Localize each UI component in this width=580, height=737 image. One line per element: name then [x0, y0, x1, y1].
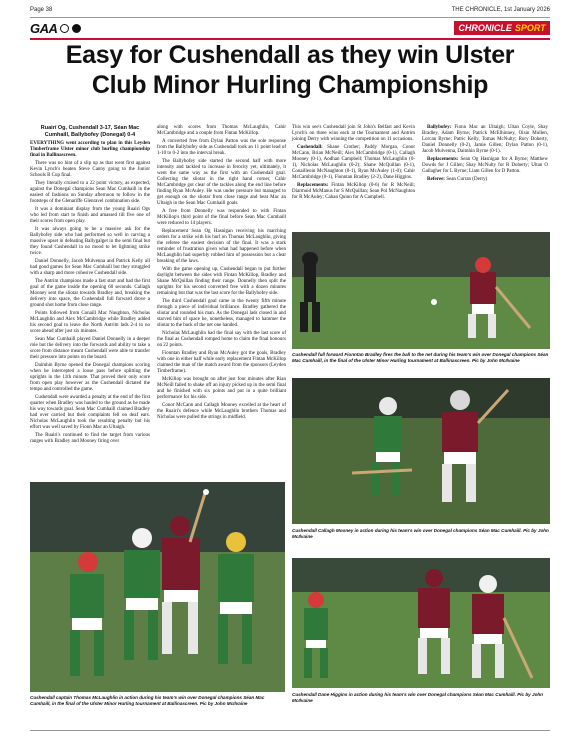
article-column-4 [422, 125, 548, 185]
article-paragraph: Points followed from Conaill Mac Naughton, Nicholas McLaughlin and Alex McCambridge while Bradley added his second goal to leave the North Antrim lads 2-4 to no score ahead after just six minutes. [30, 311, 150, 334]
article-paragraph: The third Cushendall goal came in the twenty fifth minute through a piece of individual brilliance. Bradley gathered the sliotar and rounded his man. As the Donegal lads closed in and starved him of space he, nonetheless, managed to hammer the sliotar to the back of the net one handed. [157, 299, 286, 328]
article-paragraph: Nicholas McLaughlin had the final say with the last score of the final as Cushendall romped home to claim the final honours on 22 points. [157, 331, 286, 348]
result-line-1: Ruairí Og, Cushendall 3-17, Séan Mac [40, 125, 140, 131]
team-label: Ballybofey: [427, 125, 452, 130]
article-paragraph: Daniel Donnelly, Jacob Mulvenna and Patrick Kelly all had good games for Sean Mac Cumhaill but they struggled with a sharp and more cohesive Cushendall side. [30, 259, 150, 276]
article-paragraph: The Antrim champions made a fast start and had the first goal of the game inside the opening 60 seconds. Callagh Mooney sent the sliotar towards Bradley and, breaking the delivery into space, the Cushendall full forward drove a ground shot home from close range. [30, 279, 150, 308]
team-lineup: Shane Crother; Paddy Morgan, Conor McCann, Brian McNeill; Alex McCambridge (0-1), Callagh Mooney (0-1), Aodhan Campbell; Thomas McLaughlin (0-1), Nicholas McLaughlin (0-2); Shane McQuillan (0-1), Conailleoin McNaughton (0-1), Ryan McAuley (1-0); Cahir McCambridge (0-1), Fionntan Bradley (2-2), Dane Higgins. [292, 145, 416, 180]
article-paragraph: They literally cruised to a 22 point victory, as expected, against the Donegal champions Sean Mac Cumhaill in the easiest of fashions on Sunday afternoon to follow in the footsteps of the Glenariffe Glenravel combination side. [30, 181, 150, 204]
referee [422, 177, 548, 183]
result-line-2: Cumhaill, Ballybofey (Donegal) 0-4 [44, 131, 136, 138]
article-paragraph: There was no hint of a slip up as that went first against Kevin Lynch's beaten Steve Canny going to the Junior Schools B Cup final. [30, 161, 150, 178]
team-cushendall [292, 145, 415, 181]
photo-bradley-shot-image [292, 232, 550, 349]
section-banner [30, 20, 550, 36]
page-number: Page 38 [30, 7, 53, 13]
article-paragraph: McKillop was brought on after just four minutes after Rian McNeill failed to shake off an injury picked up in the semi final and he finished with six points and put in a quite brilliant performance for his side. [157, 377, 286, 400]
photo-mooney [292, 378, 550, 524]
ball-icon [60, 24, 69, 33]
subs-ballybofey [422, 157, 548, 175]
article-paragraph: The Ruairi's continued to find the target from various ranges with Bradley and Mooney firing over [30, 433, 150, 444]
gaa-logo [30, 20, 81, 36]
photo-caption: Cushendall Dane Higgins in action during his team's win over Donegal champions Séan Mac Cumhaill. Pic by John McIlvaine [292, 692, 543, 703]
photo-mooney-image [292, 378, 550, 524]
section-tag-main: CHRONICLE [458, 23, 512, 33]
subs-label: Replacements: [427, 157, 459, 162]
article-paragraph: along with scores from Thomas McLaughlin, Cahir McCambridge and a couple from Fintan McKillop. [157, 125, 286, 136]
article-paragraph: It was always going to be a massive ask for the Ballybofey side who had performed so well in carving a massive upset in defeating Ballygalget in the semi final but they found Cushendall in no mood to let lightning strike twice. [30, 227, 150, 256]
article-paragraph: Replacement Sean Og Hasnigan receiving his marching orders for a strike with his hurl on Thomas McLaughlin, giving the referee the easiest decision of the final. It was a stark reminder of frustration given what had happened before when McLaughlin had superbly robbed him of possession but a clear breaking of the laws. [157, 229, 286, 264]
article-paragraph: Sean Mac Cumhaill played Daniel Donnelly in a deeper role but the delivery into the forwards and ability to take a score from distance meant Cushendall were able to transfer their pressure into points on the board. [30, 337, 150, 360]
article-paragraph: This win see's Cushendall join St John's Belfast and Kevin Lynch's on three wins each at the Tournament and Antrim joining Derry with winning the competition on 11 occasions. [292, 125, 415, 142]
referee-label: Referee: [427, 177, 445, 182]
article-column-2 [157, 125, 286, 423]
subs-cushendall [292, 183, 415, 201]
photo-higgins [292, 558, 550, 688]
photo-caption: Cushendall Callagh Mooney in action during his team's win over Donegal champions Séan Mac Cumhaill. Pic by John McIlvaine [292, 528, 549, 539]
article-paragraph: Fionntan Bradley and Ryan McAuley got the goals, Bradley with one in either half while early replacement Fintan McKillop claimed the man of the match award from the sponsors (Leyden Timberframe). [157, 351, 286, 374]
article-paragraph: Conor McCann and Callagh Mooney excelled at the heart of the Ruairi's defence while McLaughlin brothers Thomas and Nicholas were pulled the strings in midfield. [157, 403, 286, 420]
subs-list: Fintan McKillop (0-6) for R McNeill; Diarmuid McManus for S McQuillan; Sean Pol McNaughton for R McAuley; Cahan Quinn for A Campbell. [292, 183, 416, 200]
gaa-logo-text: GAA [30, 20, 58, 36]
header-rule [30, 17, 550, 18]
photo-caption: Cushendall captain Thomas McLaughlin in action during his team's win over Donegal champions Séan Mac Cumhaill, in the final of the Ulster Minor Hurling tournament at Ballinascreen. Pic by John McIlvaine [30, 695, 265, 706]
headline-line-2: Club Minor Hurling Championship [91, 71, 489, 99]
photo-caption: Cushendall full forward Fionntan Bradley fires the ball to the net during his team's win over Donegal champions Séan Mac Cumhaill, in the final of the Ulster Minor Hurling tournament at Ballinascreen. Pic by John McIlvaine [292, 352, 549, 363]
subs-label: Replacements: [297, 183, 329, 188]
team-label: Cushendall: [297, 145, 323, 150]
headline-line-1: Easy for Cushendall as they win Ulster [65, 41, 515, 69]
article-column-1 [30, 125, 150, 447]
photo-higgins-image [292, 558, 550, 688]
referee-name: Sean Curran (Derry) [446, 177, 488, 182]
team-ballybofey [422, 125, 548, 155]
footer-rule [30, 730, 550, 731]
result-summary [30, 125, 150, 138]
photo-mclaughlin [30, 482, 285, 692]
article-paragraph: A free from Donnelly was responded to with Fintan McKillop's third point of the final before Sean Mac Cumhaill were reduced to 14 players. [157, 209, 286, 226]
section-tag-sub: SPORT [514, 23, 546, 33]
article-paragraph: EVERYTHING went according to plan in this Leyden Timberframe Ulster minor club hurling championship final in Ballinascreen. [30, 141, 150, 158]
publication-date: THE CHRONICLE, 1st January 2026 [451, 7, 550, 13]
photo-bradley-shot [292, 232, 550, 349]
article-paragraph: Daimhin Byrne opened the Donegal champions scoring when he intercepted a loose pass before splitting the uprights in the 11th minute. That proved their only score from open play however as the Cushendall dictated the tempo and controlled the game. [30, 363, 150, 392]
article-paragraph: A converted free from Dylan Patton was the sole response from the Ballybofey side as Cushendall took an 11 point lead of 1-10 to 0-2 into the interval break. [157, 139, 286, 156]
subs-list: Sean Og Hasnigan for A Byrne; Matthew Dowds for J Gillen; Shay McNulty for R Doherty; Ultan O Gallagher for L Byrne; Liam Gillen for D Patton. [422, 157, 548, 174]
headline [30, 40, 550, 100]
article-paragraph: It was a dominant display from the young Ruairi Ogs who led from start to finish and amassed till five one of their scores from open play. [30, 207, 150, 224]
article-paragraph: Cushendall were awarded a penalty at the end of the first quarter when Bradley was hauled to the ground as he made his way towards goal. Sean Mac Cumhaill claimed Bradley had over carried but their complaints fell on deaf ears. Nicholas McLaughlin took the resulting penalty but his effort was well saved by Fionn Mac an Ultaigh. [30, 395, 150, 430]
article-column-3 [292, 125, 415, 203]
photo-mclaughlin-image [30, 482, 285, 692]
article-paragraph: The Ballybofey side started the second half with more intensity and tackled to increase in ferocity yet, ultimately, it went the same way as the first with an Cushendall goal. Collecting the sliotar in the right hand corner, Cahir McCambridge got clear of the tackles along the end line before finding Ryan McAuley. He was under pressure but managed to get enough on the sliotar from close range and beat Mac an Ultaigh in the Sean Mac Cumhaill goals. [157, 159, 286, 206]
ball-icon [72, 24, 81, 33]
team-lineup: Fionn Mac an Ultaigh; Ultan Coyle, Shay Bradley, Adam Byrne; Patrick McElhinney, Oisin Mullen, Lorcan Byrne; Patric Kelly, Tomas McNulty; Rory Doherty, Daniel Donnelly (0-2), Jamie Gillen; Dylan Patton (0-1), Jacob Mulvenna, Daimhin Byrne (0-1). [422, 125, 549, 154]
article-paragraph: With the game opening up, Cushendall began to put further daylight between the sides with Fintan McKillop, Bradley and Shane McQuillan finding their range. Donnelly then split the uprights for his second converted free with a dozen minutes remaining but that was the last score for the Ballybofey side. [157, 267, 286, 296]
section-tag [454, 21, 550, 35]
